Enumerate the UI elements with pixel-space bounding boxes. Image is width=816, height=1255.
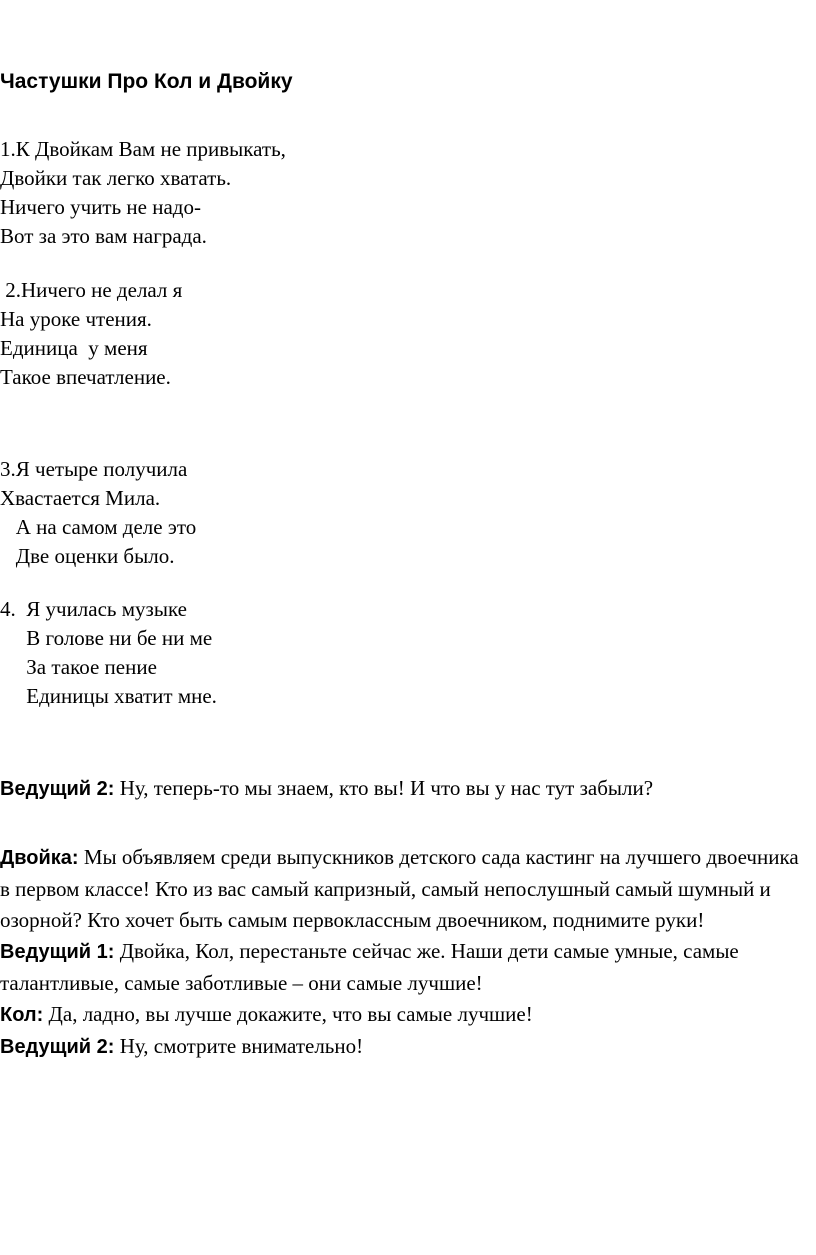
dialogue-line (0, 936, 812, 999)
speaker-label: Двойка: (0, 847, 79, 869)
document-title: Частушки Про Кол и Двойку (0, 70, 293, 93)
verse-line: 2.Ничего не делал я (0, 278, 183, 302)
dialogue-text: Мы объявляем среди выпускников детского сада кастинг на лучшего двоечника в первом классе! Кто из вас самый капризный, самый непослушный самый шумный и озорной? Кто хочет быть самым первоклассным двоечником, поднимите руки! (0, 845, 799, 932)
verse-line: 1.К Двойкам Вам не привыкать, (0, 137, 286, 161)
verse-line: Вот за это вам награда. (0, 224, 207, 248)
verse-1 (0, 135, 286, 251)
speaker-label: Ведущий 1: (0, 941, 115, 963)
verse-line: 4. Я училась музыке (0, 597, 187, 621)
verse-4 (0, 595, 217, 711)
dialogue-text: Ну, теперь-то мы знаем, кто вы! И что вы у нас тут забыли? (114, 776, 654, 800)
verse-line: Две оценки было. (0, 544, 175, 568)
verse-line: Такое впечатление. (0, 365, 171, 389)
verse-line: В голове ни бе ни ме (0, 626, 213, 650)
speaker-label: Ведущий 2: (0, 778, 115, 800)
verse-line: Хвастается Мила. (0, 486, 161, 510)
verse-line: Ничего учить не надо- (0, 195, 201, 219)
dialogue-text: Ну, смотрите внимательно! (114, 1034, 364, 1058)
dialogue-line (0, 999, 812, 1031)
dialogue-line (0, 842, 812, 936)
dialogue-line (0, 1031, 812, 1063)
dialogue-text: Да, ладно, вы лучше докажите, что вы самые лучшие! (43, 1002, 533, 1026)
dialogue-line (0, 773, 812, 805)
verse-line: А на самом деле это (0, 515, 197, 539)
verse-line: Двойки так легко хватать. (0, 166, 232, 190)
verse-2 (0, 276, 182, 392)
dialogue-text: Двойка, Кол, перестаньте сейчас же. Наши дети самые умные, самые талантливые, самые заботливые – они самые лучшие! (0, 939, 739, 995)
verse-line: За такое пение (0, 655, 157, 679)
verse-line: 3.Я четыре получила (0, 457, 188, 481)
verse-line: Единицы хватит мне. (0, 684, 217, 708)
verse-3 (0, 455, 196, 571)
speaker-label: Кол: (0, 1004, 44, 1026)
verse-line: Единица у меня (0, 336, 148, 360)
verse-line: На уроке чтения. (0, 307, 152, 331)
dialogue-block-2 (0, 842, 812, 1063)
dialogue-block-1 (0, 773, 812, 805)
speaker-label: Ведущий 2: (0, 1036, 115, 1058)
